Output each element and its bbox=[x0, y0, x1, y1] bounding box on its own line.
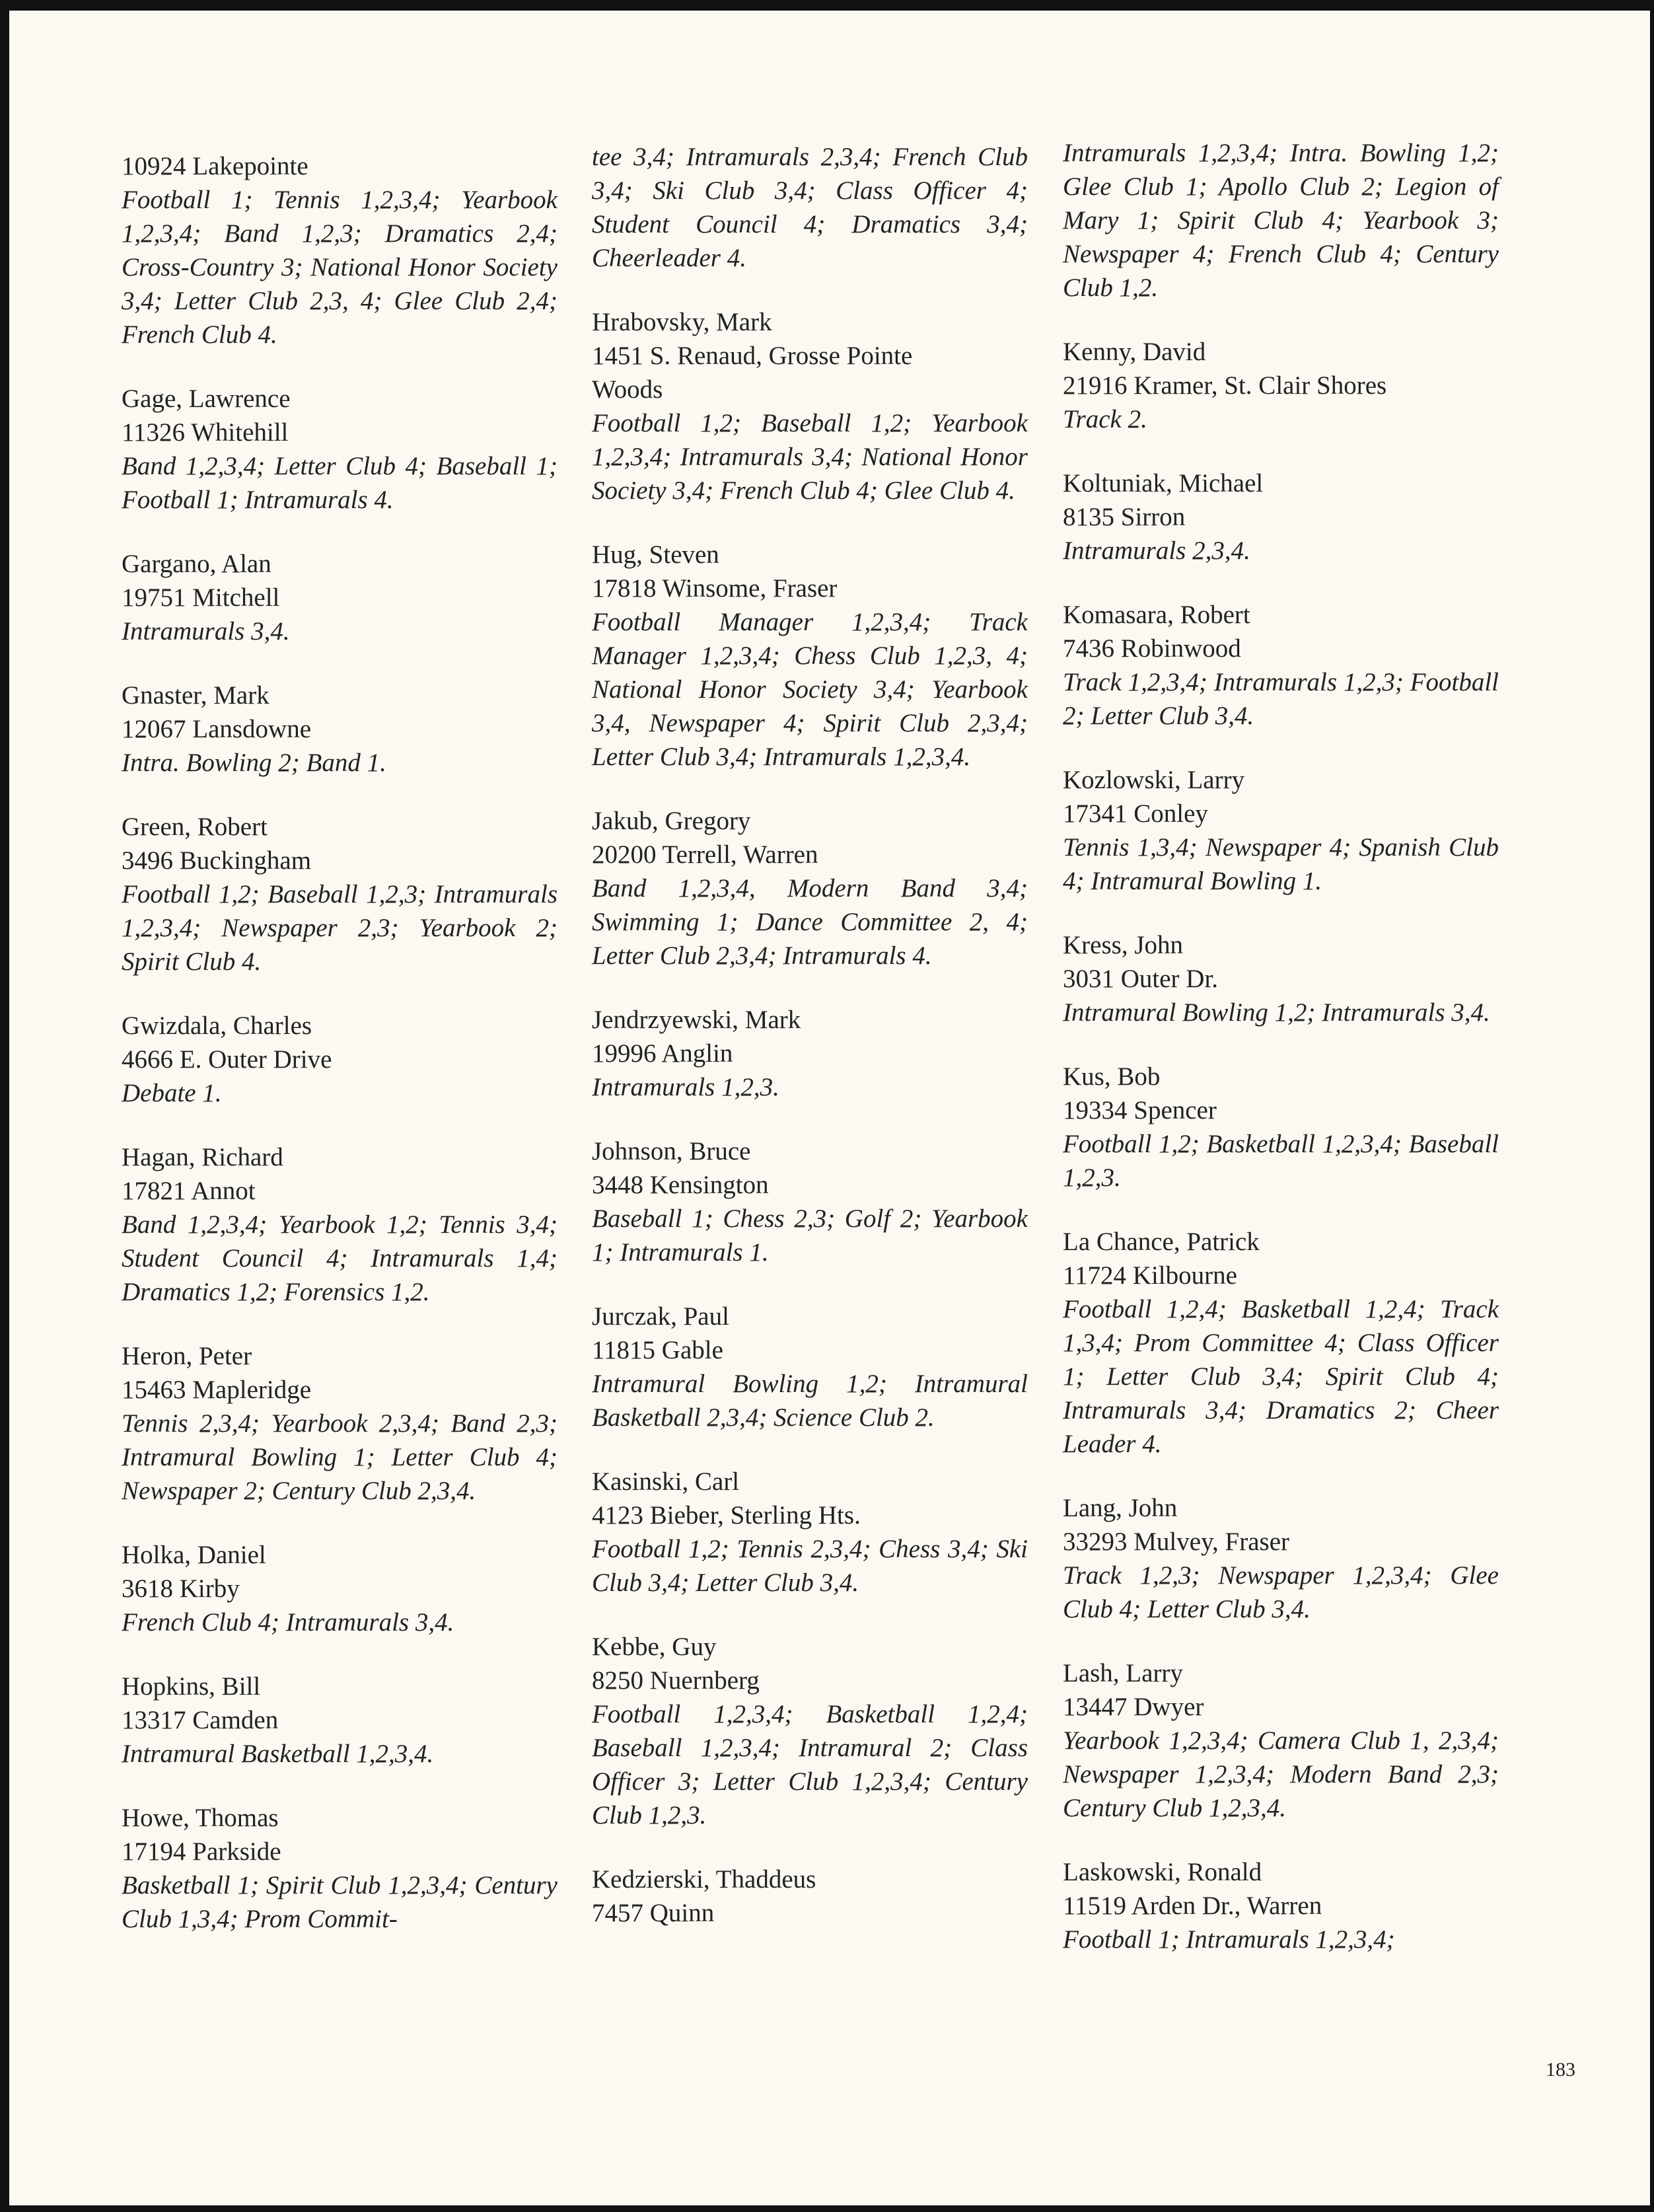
activities-text: Intramural Bowling 1,2; Intramurals 3,4. bbox=[1063, 998, 1490, 1027]
student-name: Kebbe, Guy bbox=[592, 1633, 717, 1661]
directory-entry bbox=[122, 149, 557, 351]
activities-text: Intramural Basketball 1,2,3,4. bbox=[122, 1740, 434, 1768]
activities-text: tee 3,4; Intramurals 2,3,4; French Club 3,4; Ski Club 3,4; Class Officer 4; Student Council 4; Dramatics 3,4; Cheerleader 4. bbox=[592, 143, 1028, 272]
activities-text: Band 1,2,3,4; Letter Club 4; Baseball 1; Football 1; Intramurals 4. bbox=[122, 452, 557, 514]
address-line: 11326 Whitehill bbox=[122, 418, 289, 447]
directory-entry bbox=[122, 547, 557, 648]
activities-text: Intramurals 2,3,4. bbox=[1063, 536, 1250, 565]
student-name: Kasinski, Carl bbox=[592, 1467, 740, 1496]
student-name: Laskowski, Ronald bbox=[1063, 1858, 1262, 1886]
address-line: 17818 Winsome, Fraser bbox=[592, 574, 838, 603]
student-name: Howe, Thomas bbox=[122, 1804, 279, 1832]
page-number: 183 bbox=[1546, 2059, 1575, 2081]
directory-entry bbox=[592, 804, 1028, 973]
address-line: 1451 S. Renaud, Grosse Pointe bbox=[592, 342, 913, 370]
directory-entry bbox=[1063, 1491, 1499, 1626]
activities-text: Football 1,2,4; Basketball 1,2,4; Track 1,3,4; Prom Committee 4; Class Officer 1; Letter Club 3,4; Spirit Club 4; Intramurals 3,4; Dramatics 2; Cheer Leader 4. bbox=[1063, 1295, 1499, 1458]
activities-text: Football Manager 1,2,3,4; Track Manager 1,2,3,4; Chess Club 1,2,3, 4; National Honor Society 3,4; Yearbook 3,4, Newspaper 4; Spirit Club 2,3,4; Letter Club 3,4; Intramurals 1,2,3,4. bbox=[592, 608, 1028, 771]
student-name: Gage, Lawrence bbox=[122, 385, 291, 413]
directory-entry bbox=[592, 1862, 1028, 1930]
address-line: Woods bbox=[592, 375, 663, 404]
address-line: 19334 Spencer bbox=[1063, 1096, 1217, 1124]
activities-text: Track 1,2,3,4; Intramurals 1,2,3; Football 2; Letter Club 3,4. bbox=[1063, 668, 1499, 730]
student-name: Kedzierski, Thaddeus bbox=[592, 1865, 816, 1894]
address-line: 20200 Terrell, Warren bbox=[592, 840, 818, 869]
directory-entry bbox=[1063, 598, 1499, 733]
student-name: Koltuniak, Michael bbox=[1063, 469, 1264, 498]
activities-text: Tennis 1,3,4; Newspaper 4; Spanish Club 4; Intramural Bowling 1. bbox=[1063, 833, 1499, 895]
address-line: 21916 Kramer, St. Clair Shores bbox=[1063, 371, 1387, 400]
address-line: 8135 Sirron bbox=[1063, 503, 1186, 531]
activities-text: Band 1,2,3,4; Yearbook 1,2; Tennis 3,4; Student Council 4; Intramurals 1,4; Dramatics 1,2; Forensics 1,2. bbox=[122, 1210, 557, 1306]
address-line: 12067 Lansdowne bbox=[122, 715, 312, 743]
directory-entry bbox=[122, 1009, 557, 1110]
column-2 bbox=[592, 140, 1028, 1960]
address-line: 3496 Buckingham bbox=[122, 846, 312, 875]
directory-entry bbox=[592, 1630, 1028, 1832]
activities-text: Football 1,2; Baseball 1,2; Yearbook 1,2,3,4; Intramurals 3,4; National Honor Society 3,4; French Club 4; Glee Club 4. bbox=[592, 409, 1028, 505]
directory-entry bbox=[122, 382, 557, 517]
student-name: Kress, John bbox=[1063, 931, 1183, 959]
directory-entry bbox=[1063, 1656, 1499, 1825]
directory-entry bbox=[1063, 763, 1499, 898]
student-name: Green, Robert bbox=[122, 813, 268, 841]
activities-text: Intramurals 3,4. bbox=[122, 617, 290, 645]
directory-entry bbox=[1063, 1225, 1499, 1461]
student-name: La Chance, Patrick bbox=[1063, 1228, 1260, 1256]
activities-text: Intramural Bowling 1,2; Intramural Basketball 2,3,4; Science Club 2. bbox=[592, 1370, 1028, 1432]
activities-text: Baseball 1; Chess 2,3; Golf 2; Yearbook 1; Intramurals 1. bbox=[592, 1204, 1028, 1267]
student-name: Hagan, Richard bbox=[122, 1143, 283, 1171]
address-line: 4666 E. Outer Drive bbox=[122, 1045, 332, 1074]
student-name: Heron, Peter bbox=[122, 1342, 252, 1370]
address-line: 33293 Mulvey, Fraser bbox=[1063, 1528, 1290, 1556]
student-name: Hrabovsky, Mark bbox=[592, 308, 772, 336]
activities-text: Track 1,2,3; Newspaper 1,2,3,4; Glee Club 4; Letter Club 3,4. bbox=[1063, 1561, 1499, 1623]
student-name: Gwizdala, Charles bbox=[122, 1012, 312, 1040]
address-line: 7436 Robinwood bbox=[1063, 634, 1241, 663]
directory-entry bbox=[1063, 466, 1499, 568]
activities-text: Yearbook 1,2,3,4; Camera Club 1, 2,3,4; Newspaper 1,2,3,4; Modern Band 2,3; Century Club 1,2,3,4. bbox=[1063, 1726, 1499, 1822]
address-line: 3031 Outer Dr. bbox=[1063, 965, 1219, 993]
directory-entry bbox=[592, 1134, 1028, 1269]
directory-entry bbox=[592, 140, 1028, 275]
directory-entry bbox=[592, 1465, 1028, 1600]
activities-text: Band 1,2,3,4, Modern Band 3,4; Swimming 1; Dance Committee 2, 4; Letter Club 2,3,4; Intramurals 4. bbox=[592, 874, 1028, 970]
activities-text: Debate 1. bbox=[122, 1079, 222, 1107]
directory-entry bbox=[1063, 928, 1499, 1029]
address-line: 3618 Kirby bbox=[122, 1574, 240, 1603]
address-line: 13447 Dwyer bbox=[1063, 1693, 1204, 1721]
column-1 bbox=[122, 149, 557, 1966]
directory-entry bbox=[122, 1140, 557, 1309]
directory-entry bbox=[122, 810, 557, 978]
directory-entry bbox=[592, 1003, 1028, 1104]
activities-text: Intramurals 1,2,3. bbox=[592, 1073, 779, 1101]
student-name: Jakub, Gregory bbox=[592, 807, 751, 835]
directory-entry bbox=[1063, 335, 1499, 436]
address-line: 4123 Bieber, Sterling Hts. bbox=[592, 1501, 861, 1530]
student-name: Gnaster, Mark bbox=[122, 681, 270, 710]
activities-text: French Club 4; Intramurals 3,4. bbox=[122, 1608, 454, 1637]
directory-entry bbox=[122, 1670, 557, 1771]
address-line: 17821 Annot bbox=[122, 1177, 256, 1205]
address-line: 19751 Mitchell bbox=[122, 583, 280, 612]
activities-text: Football 1,2; Basketball 1,2,3,4; Baseball 1,2,3. bbox=[1063, 1130, 1499, 1192]
student-name: Gargano, Alan bbox=[122, 550, 271, 578]
student-name: Hopkins, Bill bbox=[122, 1672, 261, 1701]
address-line: 10924 Lakepointe bbox=[122, 152, 308, 180]
address-line: 15463 Mapleridge bbox=[122, 1376, 312, 1404]
address-line: 19996 Anglin bbox=[592, 1039, 733, 1068]
student-name: Jendrzyewski, Mark bbox=[592, 1006, 801, 1034]
activities-text: Intra. Bowling 2; Band 1. bbox=[122, 749, 386, 777]
address-line: 11724 Kilbourne bbox=[1063, 1261, 1237, 1290]
activities-text: Football 1; Tennis 1,2,3,4; Yearbook 1,2,3,4; Band 1,2,3; Dramatics 2,4; Cross-Country 3; National Honor Society 3,4; Letter Club 2,3, 4; Glee Club 2,4; French Club 4. bbox=[122, 186, 557, 349]
directory-entry bbox=[1063, 1855, 1499, 1956]
directory-entry bbox=[122, 679, 557, 780]
directory-entry bbox=[592, 1300, 1028, 1434]
address-line: 11815 Gable bbox=[592, 1336, 723, 1364]
address-line: 13317 Camden bbox=[122, 1706, 279, 1734]
activities-text: Tennis 2,3,4; Yearbook 2,3,4; Band 2,3; Intramural Bowling 1; Letter Club 4; Newspaper 2; Century Club 2,3,4. bbox=[122, 1409, 557, 1505]
student-name: Kenny, David bbox=[1063, 338, 1206, 366]
activities-text: Football 1; Intramurals 1,2,3,4; bbox=[1063, 1925, 1395, 1954]
activities-text: Football 1,2; Tennis 2,3,4; Chess 3,4; Ski Club 3,4; Letter Club 3,4. bbox=[592, 1535, 1028, 1597]
student-name: Jurczak, Paul bbox=[592, 1302, 729, 1331]
student-name: Lang, John bbox=[1063, 1494, 1178, 1522]
address-line: 17341 Conley bbox=[1063, 799, 1208, 828]
student-name: Holka, Daniel bbox=[122, 1541, 266, 1569]
address-line: 7457 Quinn bbox=[592, 1899, 715, 1927]
directory-entry bbox=[122, 1801, 557, 1936]
address-line: 17194 Parkside bbox=[122, 1837, 281, 1866]
directory-entry bbox=[592, 538, 1028, 774]
student-name: Kozlowski, Larry bbox=[1063, 766, 1245, 794]
student-name: Lash, Larry bbox=[1063, 1659, 1183, 1687]
directory-entry bbox=[122, 1538, 557, 1639]
activities-text: Intramurals 1,2,3,4; Intra. Bowling 1,2; Glee Club 1; Apollo Club 2; Legion of Mary 1; Spirit Club 4; Yearbook 3; Newspaper 4; French Club 4; Century Club 1,2. bbox=[1063, 139, 1499, 302]
address-line: 3448 Kensington bbox=[592, 1171, 769, 1199]
activities-text: Track 2. bbox=[1063, 405, 1147, 433]
directory-entry bbox=[122, 1339, 557, 1508]
student-name: Komasara, Robert bbox=[1063, 601, 1250, 629]
directory-entry bbox=[592, 305, 1028, 507]
directory-entry bbox=[1063, 136, 1499, 305]
address-line: 11519 Arden Dr., Warren bbox=[1063, 1892, 1322, 1920]
activities-text: Football 1,2,3,4; Basketball 1,2,4; Baseball 1,2,3,4; Intramural 2; Class Officer 3; Letter Club 1,2,3,4; Century Club 1,2,3. bbox=[592, 1700, 1028, 1829]
address-line: 8250 Nuernberg bbox=[592, 1666, 760, 1695]
student-name: Kus, Bob bbox=[1063, 1062, 1161, 1091]
directory-entry bbox=[1063, 1060, 1499, 1195]
activities-text: Basketball 1; Spirit Club 1,2,3,4; Century Club 1,3,4; Prom Commit- bbox=[122, 1871, 557, 1933]
column-3 bbox=[1063, 136, 1499, 1987]
activities-text: Football 1,2; Baseball 1,2,3; Intramurals 1,2,3,4; Newspaper 2,3; Yearbook 2; Spirit Club 4. bbox=[122, 880, 557, 976]
student-name: Hug, Steven bbox=[592, 540, 719, 569]
student-name: Johnson, Bruce bbox=[592, 1137, 751, 1165]
